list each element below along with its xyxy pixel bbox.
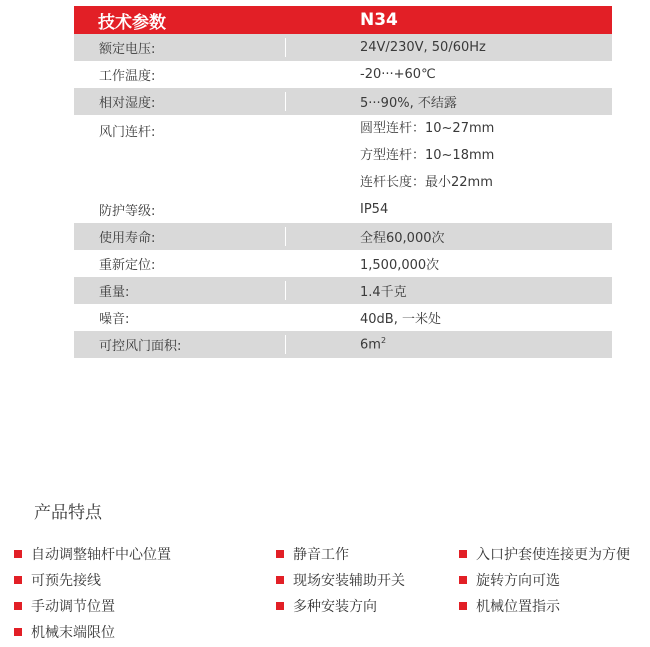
spec-value-sup: 2	[380, 336, 387, 346]
spec-row-weight	[74, 277, 612, 304]
square-bullet-icon	[14, 602, 22, 610]
features-title: 产品特点	[34, 503, 102, 523]
feature-item: 现场安装辅助开关	[276, 570, 405, 590]
spec-value: -20···+60℃	[360, 67, 436, 82]
spec-label: 相对湿度:	[74, 92, 286, 111]
spec-header	[74, 6, 612, 34]
square-bullet-icon	[14, 550, 22, 558]
square-bullet-icon	[459, 602, 467, 610]
spec-header-label: 技术参数	[98, 12, 166, 33]
feature-item: 可预先接线	[14, 570, 101, 590]
spec-label: 使用寿命:	[74, 227, 286, 246]
spec-value: 40dB, 一米处	[360, 312, 441, 327]
spec-table	[74, 6, 612, 358]
spec-row-humidity	[74, 88, 612, 115]
spec-header-model: N34	[360, 10, 398, 30]
square-bullet-icon	[276, 550, 284, 558]
spec-value: IP54	[360, 202, 389, 217]
square-bullet-icon	[459, 550, 467, 558]
spec-label: 重量:	[74, 281, 286, 300]
square-bullet-icon	[14, 628, 22, 636]
feature-item: 手动调节位置	[14, 596, 115, 616]
spec-row-noise	[74, 304, 612, 331]
spec-value: 5···90%, 不结露	[360, 96, 457, 111]
spec-label: 额定电压:	[74, 38, 286, 57]
spec-label: 噪音:	[74, 308, 286, 327]
spec-label: 风门连杆:	[74, 115, 286, 196]
spec-value: 24V/230V, 50/60Hz	[360, 40, 486, 55]
feature-item: 入口护套使连接更为方便	[459, 544, 630, 564]
spec-row-linkage	[74, 115, 612, 196]
square-bullet-icon	[276, 576, 284, 584]
spec-label: 可控风门面积:	[74, 335, 286, 354]
spec-value-base: 6m	[360, 337, 381, 353]
spec-value	[286, 336, 612, 352]
spec-row-temperature	[74, 61, 612, 88]
spec-row-voltage	[74, 34, 612, 61]
spec-value: 1.4千克	[360, 285, 407, 300]
spec-label: 防护等级:	[74, 200, 286, 219]
spec-value: 1,500,000次	[360, 258, 440, 273]
spec-value: 方型连杆：10~18mm	[360, 148, 495, 163]
feature-item: 多种安装方向	[276, 596, 377, 616]
spec-row-lifetime	[74, 223, 612, 250]
feature-item: 机械末端限位	[14, 622, 115, 642]
spec-value: 连杆长度：最小22mm	[360, 175, 493, 190]
spec-row-area	[74, 331, 612, 358]
feature-item: 静音工作	[276, 544, 349, 564]
spec-value-list	[286, 115, 612, 196]
feature-item: 旋转方向可选	[459, 570, 560, 590]
spec-label: 工作温度:	[74, 65, 286, 84]
square-bullet-icon	[14, 576, 22, 584]
square-bullet-icon	[459, 576, 467, 584]
spec-value: 圆型连杆：10~27mm	[360, 121, 495, 136]
spec-label: 重新定位:	[74, 254, 286, 273]
feature-item: 机械位置指示	[459, 596, 560, 616]
feature-item: 自动调整轴杆中心位置	[14, 544, 171, 564]
spec-row-protection	[74, 196, 612, 223]
square-bullet-icon	[276, 602, 284, 610]
spec-row-repositioning	[74, 250, 612, 277]
spec-value: 全程60,000次	[360, 231, 445, 246]
